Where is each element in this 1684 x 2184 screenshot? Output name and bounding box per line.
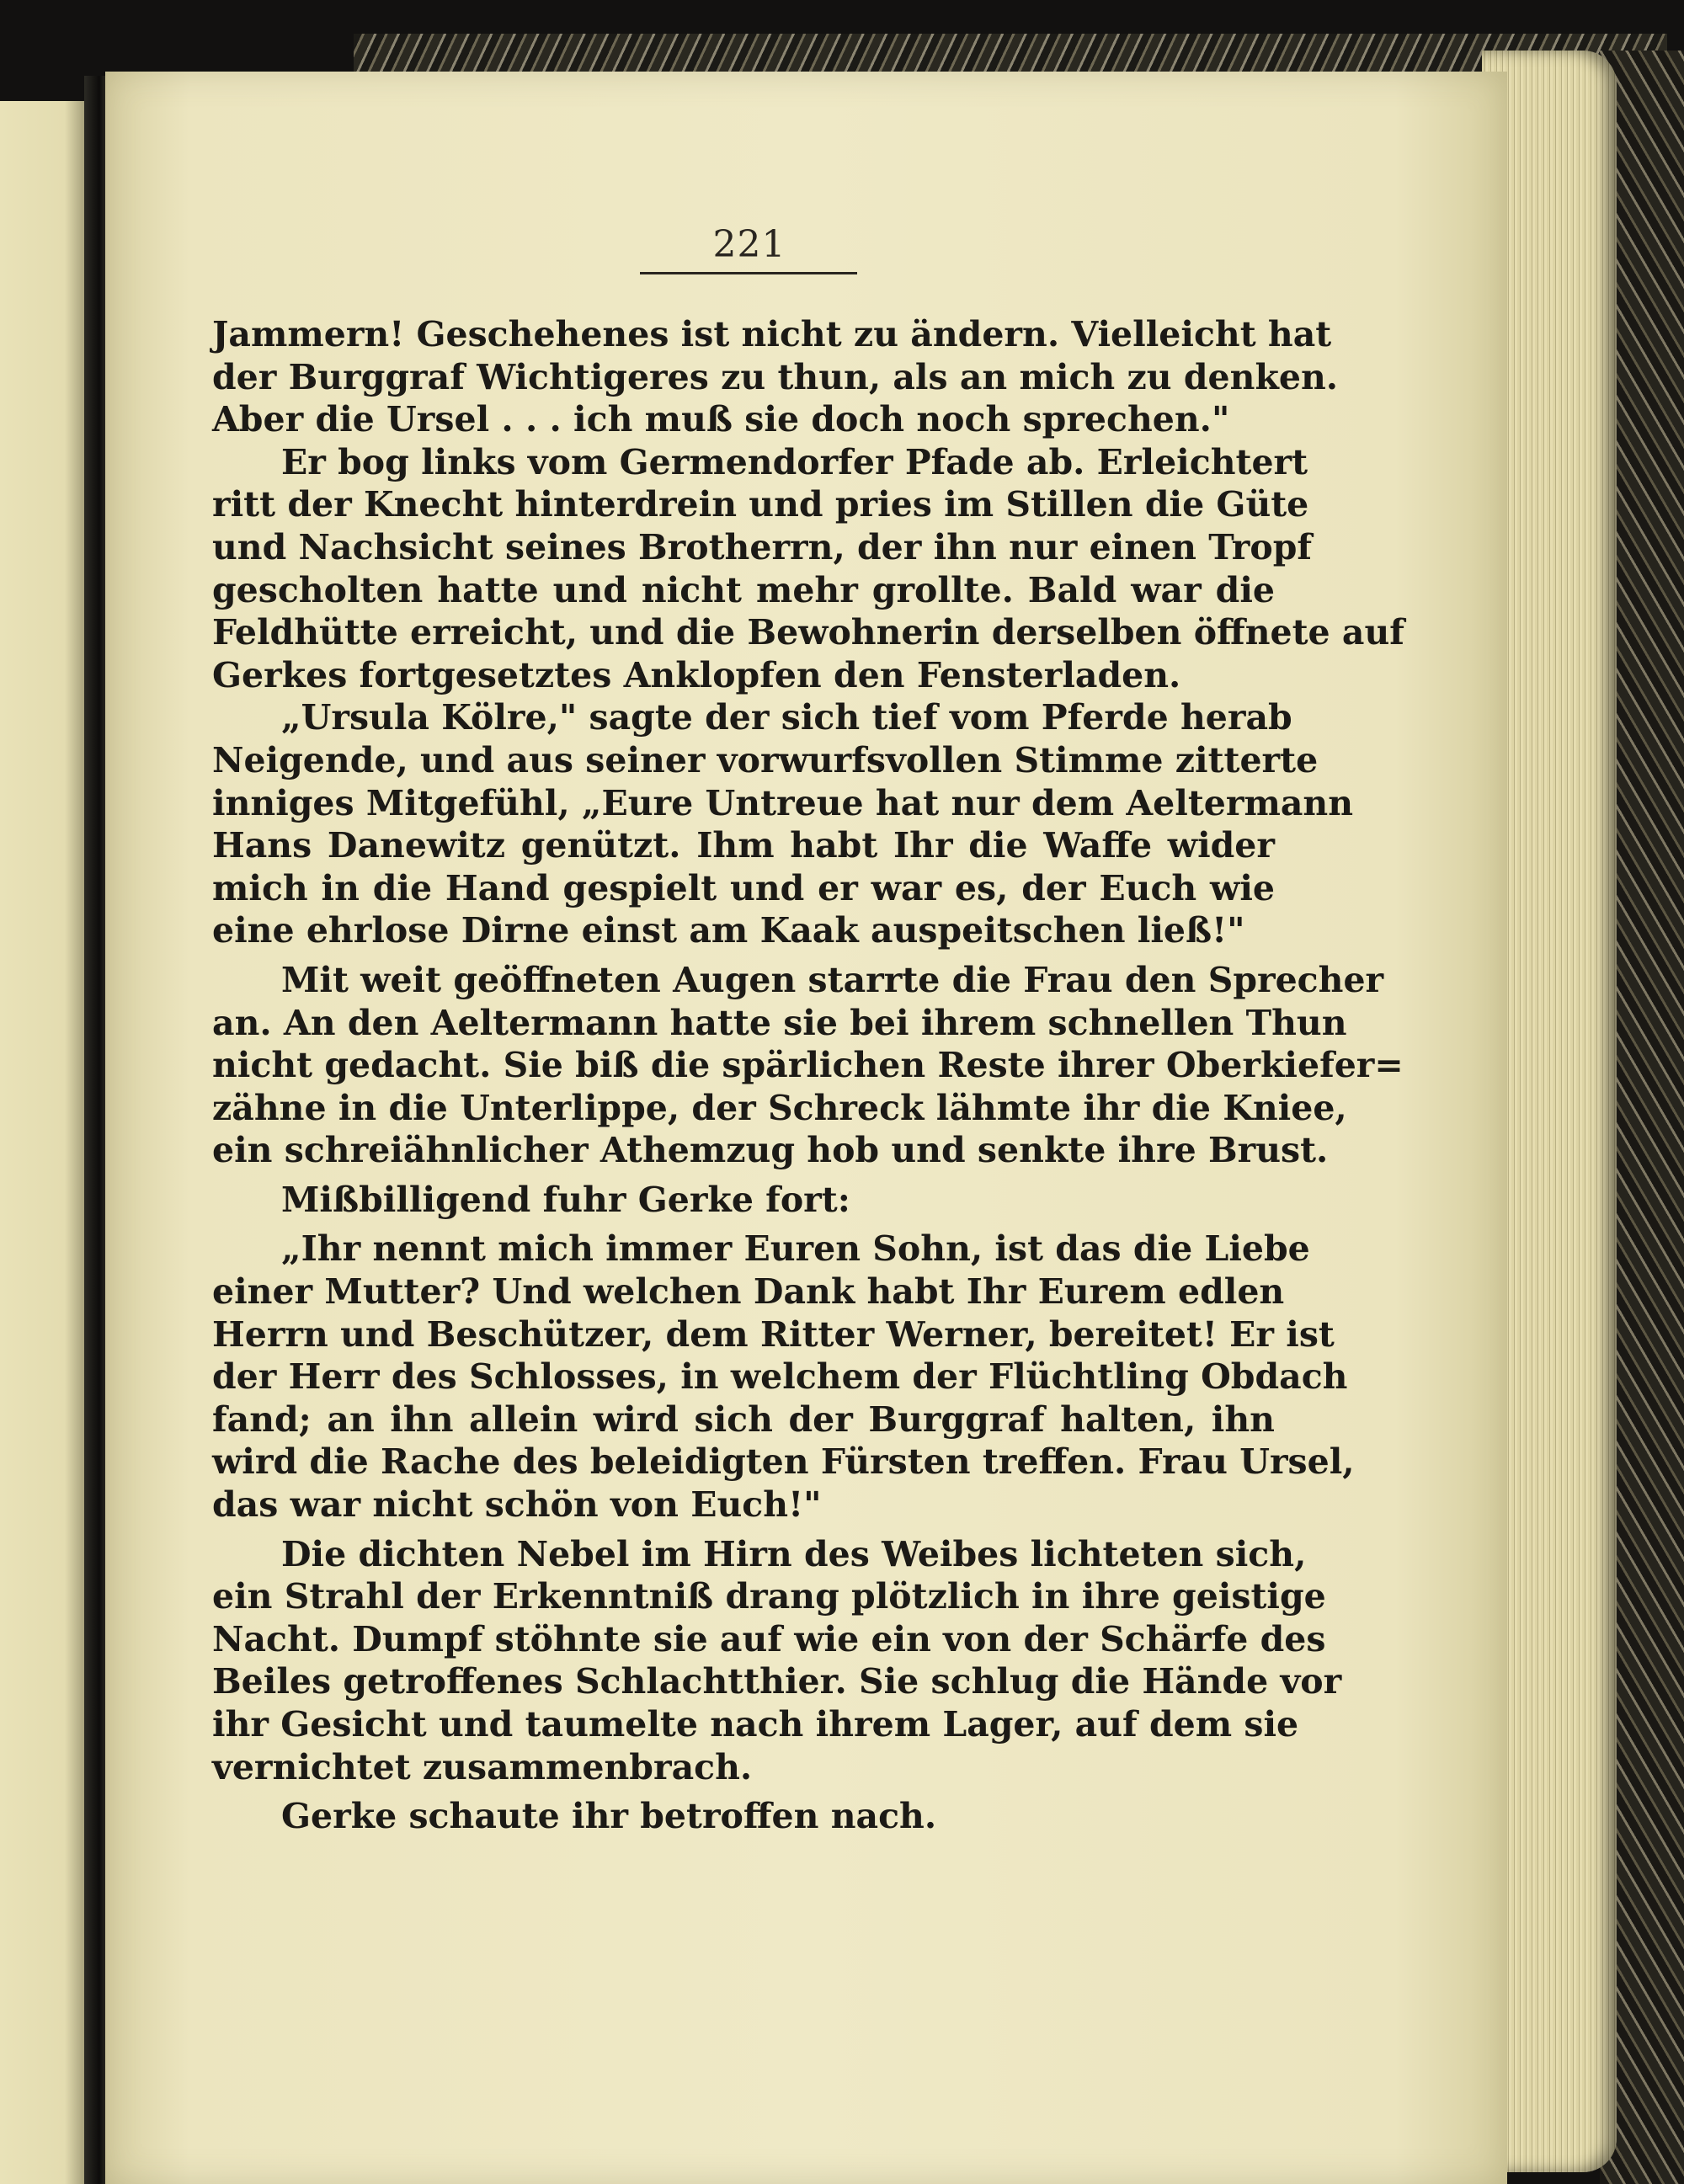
text-line: nicht gedacht. Sie biß die spärlichen Reste ihrer Oberkiefer=	[212, 1045, 1404, 1086]
text-line: Er bog links vom Germendorfer Pfade ab. Erleichtert	[281, 441, 1308, 482]
paragraph	[212, 1179, 1275, 1222]
text-line: ihr Gesicht und taumelte nach ihrem Lager, auf dem sie	[212, 1704, 1299, 1745]
text-line: „Ihr nennt mich immer Euren Sohn, ist das die Liebe	[281, 1228, 1310, 1270]
paragraph	[212, 696, 1354, 952]
text-line: Hans Danewitz genützt. Ihm habt Ihr die Waffe wider	[212, 825, 1275, 866]
text-line: Neigende, und aus seiner vorwurfsvollen Stimme zitterte	[212, 739, 1319, 780]
text-line: mich in die Hand gespielt und er war es, der Euch wie	[212, 867, 1275, 908]
text-line: „Ursula Kölre," sagte der sich tief vom Pferde herab	[281, 697, 1292, 738]
paragraph	[212, 1533, 1342, 1789]
text-line: eine ehrlose Dirne einst am Kaak auspeitschen ließ!"	[212, 910, 1245, 951]
text-line: und Nachsicht seines Brotherrn, der ihn nur einen Tropf	[212, 526, 1313, 567]
text-line: Mit weit geöffneten Augen starrte die Frau den Sprecher	[281, 959, 1384, 1000]
previous-page-edge	[0, 101, 93, 2184]
page-number: 221	[712, 223, 786, 266]
paragraph	[212, 1228, 1355, 1526]
text-line: Die dichten Nebel im Hirn des Weibes lichteten sich,	[281, 1533, 1307, 1574]
paragraph	[212, 959, 1404, 1172]
text-line: Jammern! Geschehenes ist nicht zu ändern. Vielleicht hat	[212, 314, 1332, 354]
text-line: ein schreiähnlicher Athemzug hob und senkte ihre Brust.	[212, 1130, 1329, 1171]
text-line: an. An den Aeltermann hatte sie bei ihrem schnellen Thun	[212, 1002, 1347, 1043]
paragraph	[212, 313, 1339, 441]
text-line: der Herr des Schlosses, in welchem der Flüchtling Obdach	[212, 1356, 1348, 1398]
text-line: fand; an ihn allein wird sich der Burggraf halten, ihn	[212, 1398, 1275, 1440]
text-line: Herrn und Beschützer, dem Ritter Werner, bereitet! Er ist	[212, 1313, 1335, 1355]
text-line: ritt der Knecht hinterdrein und pries im Stillen die Güte	[212, 484, 1309, 525]
text-line: Gerke schaute ihr betroffen nach.	[281, 1796, 937, 1837]
text-line: wird die Rache des beleidigten Fürsten treffen. Frau Ursel,	[212, 1441, 1355, 1483]
header-rule	[640, 272, 857, 274]
text-line: inniges Mitgefühl, „Eure Untreue hat nur dem Aeltermann	[212, 782, 1354, 823]
text-line: zähne in die Unterlippe, der Schreck lähmte ihr die Kniee,	[212, 1087, 1347, 1128]
text-line: Feldhütte erreicht, und die Bewohnerin derselben öffnete auf	[212, 612, 1404, 653]
text-line: einer Mutter? Und welchen Dank habt Ihr Eurem edlen	[212, 1271, 1285, 1313]
text-line: ein Strahl der Erkenntniß drang plötzlich in ihre geistige	[212, 1576, 1326, 1617]
text-line: das war nicht schön von Euch!"	[212, 1484, 822, 1526]
paragraph	[212, 1795, 1275, 1838]
text-line: Nacht. Dumpf stöhnte sie auf wie ein von der Schärfe des	[212, 1618, 1326, 1659]
body-text	[212, 313, 1404, 1838]
text-line: Gerkes fortgesetztes Anklopfen den Fensterladen.	[212, 654, 1181, 695]
text-line: Beiles getroffenes Schlachtthier. Sie schlug die Hände vor	[212, 1661, 1342, 1702]
text-line: vernichtet zusammenbrach.	[212, 1746, 753, 1787]
paragraph	[212, 441, 1404, 697]
text-line: Mißbilligend fuhr Gerke fort:	[281, 1179, 850, 1220]
text-line: der Burggraf Wichtigeres zu thun, als an mich zu denken.	[212, 356, 1339, 397]
text-line: Aber die Ursel . . . ich muß sie doch noch sprechen."	[212, 399, 1230, 440]
text-line: gescholten hatte und nicht mehr grollte. Bald war die	[212, 569, 1275, 610]
